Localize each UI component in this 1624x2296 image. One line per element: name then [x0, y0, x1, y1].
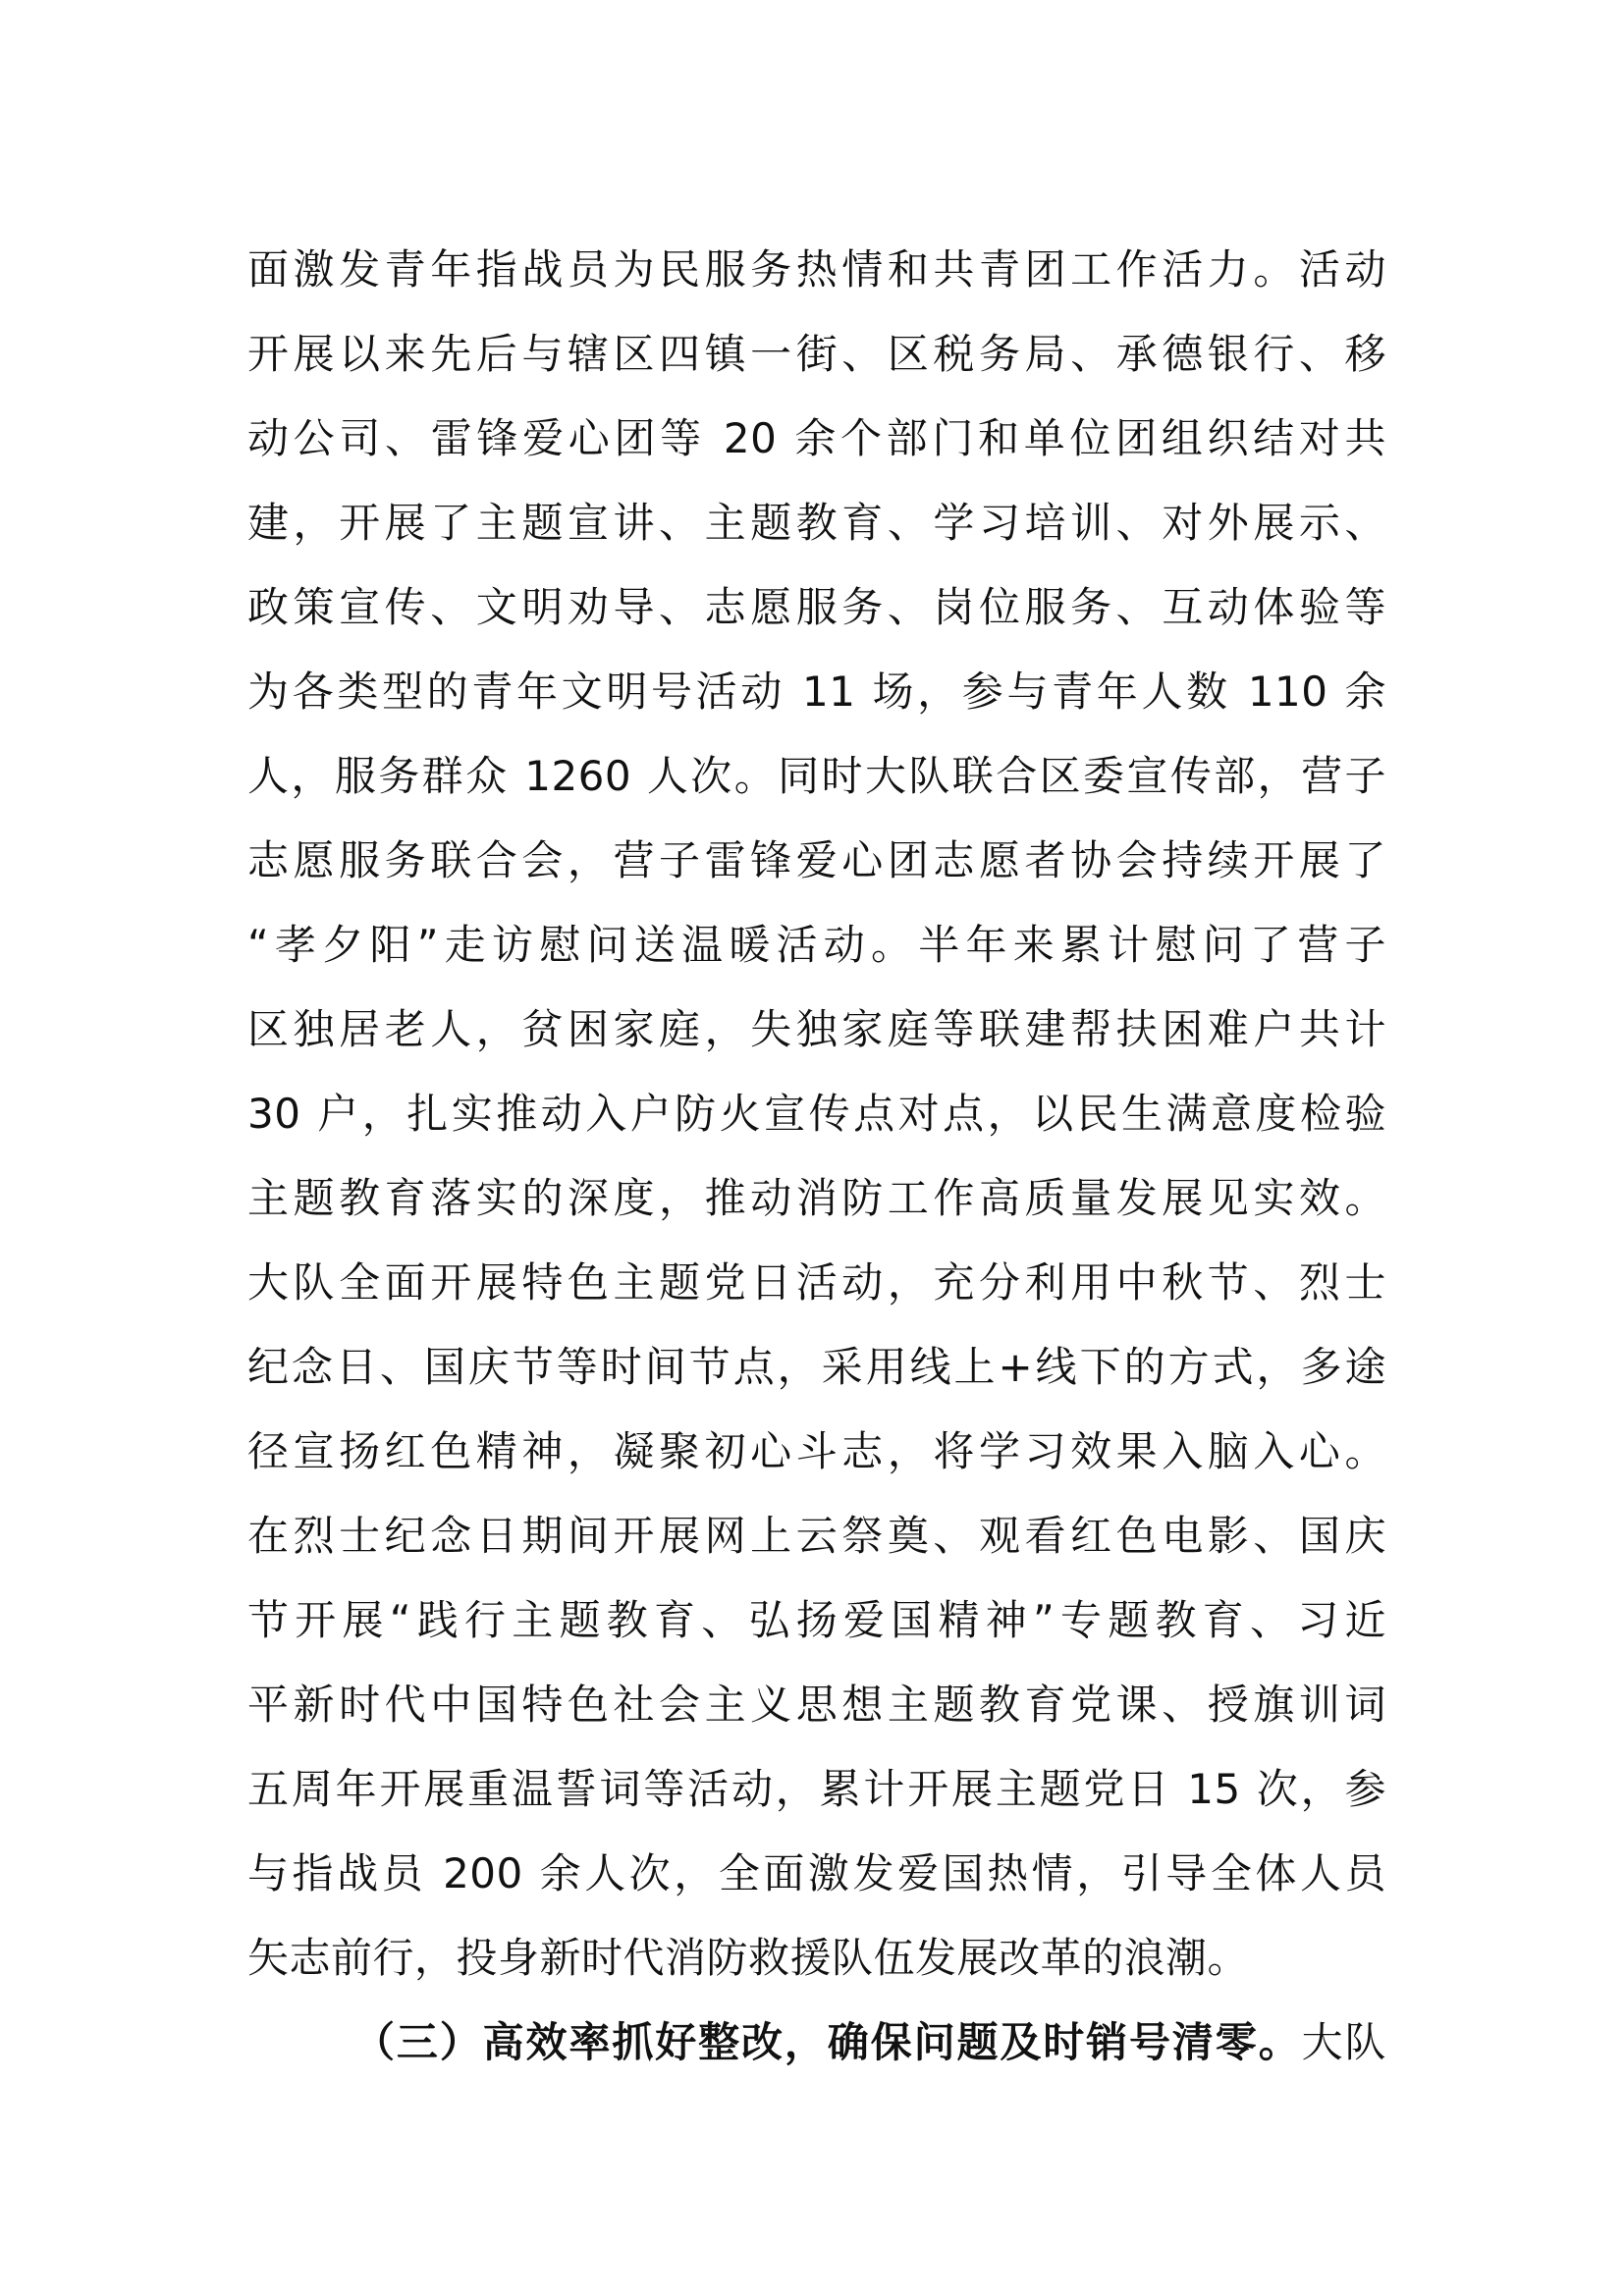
text-line: “孝夕阳”走访慰问送温暖活动。半年来累计慰问了营子 [247, 921, 1386, 969]
text-line: 区独居老人，贫困家庭，失独家庭等联建帮扶困难户共计 [247, 1005, 1386, 1053]
text-line: 志愿服务联合会，营子雷锋爱心团志愿者协会持续开展了 [247, 836, 1386, 884]
text-line: 30 户，扎实推动入户防火宣传点对点，以民生满意度检验 [247, 1090, 1386, 1138]
text-line-last: 矢志前行，投身新时代消防救援队伍发展改革的浪潮。 [247, 1934, 1250, 1982]
text-line: 人，服务群众 1260 人次。同时大队联合区委宣传部，营子 [247, 752, 1386, 800]
text-line: 五周年开展重温誓词等活动，累计开展主题党日 15 次，参 [247, 1765, 1386, 1813]
text-line: 纪念日、国庆节等时间节点，采用线上+线下的方式，多途 [247, 1343, 1386, 1391]
text-line: 为各类型的青年文明号活动 11 场，参与青年人数 110 余 [247, 667, 1386, 716]
text-line: 政策宣传、文明劝导、志愿服务、岗位服务、互动体验等 [247, 583, 1386, 631]
text-line: 主题教育落实的深度，推动消防工作高质量发展见实效。 [247, 1174, 1386, 1222]
body-text [247, 228, 1386, 2085]
text-line: 开展以来先后与辖区四镇一街、区税务局、承德银行、移 [247, 330, 1386, 378]
text-line: 在烈士纪念日期间开展网上云祭奠、观看红色电影、国庆 [247, 1512, 1386, 1560]
text-line: 大队全面开展特色主题党日活动，充分利用中秋节、烈士 [247, 1258, 1386, 1307]
text-line: 径宣扬红色精神，凝聚初心斗志，将学习效果入脑入心。 [247, 1427, 1386, 1475]
text-line: 面激发青年指战员为民服务热情和共青团工作活力。活动 [247, 245, 1386, 294]
section-heading: （三）高效率抓好整改，确保问题及时销号清零。 [353, 2018, 1302, 2066]
section-heading-continuation: 大队 [1301, 2018, 1386, 2066]
text-line: 平新时代中国特色社会主义思想主题教育党课、授旗训词 [247, 1681, 1386, 1729]
section-heading-line [247, 2001, 1386, 2085]
text-line: 动公司、雷锋爱心团等 20 余个部门和单位团组织结对共 [247, 414, 1386, 462]
text-line: 建，开展了主题宣讲、主题教育、学习培训、对外展示、 [247, 499, 1386, 547]
text-line: 与指战员 200 余人次，全面激发爱国热情，引导全体人员 [247, 1849, 1386, 1897]
text-line: 节开展“践行主题教育、弘扬爱国精神”专题教育、习近 [247, 1596, 1386, 1644]
